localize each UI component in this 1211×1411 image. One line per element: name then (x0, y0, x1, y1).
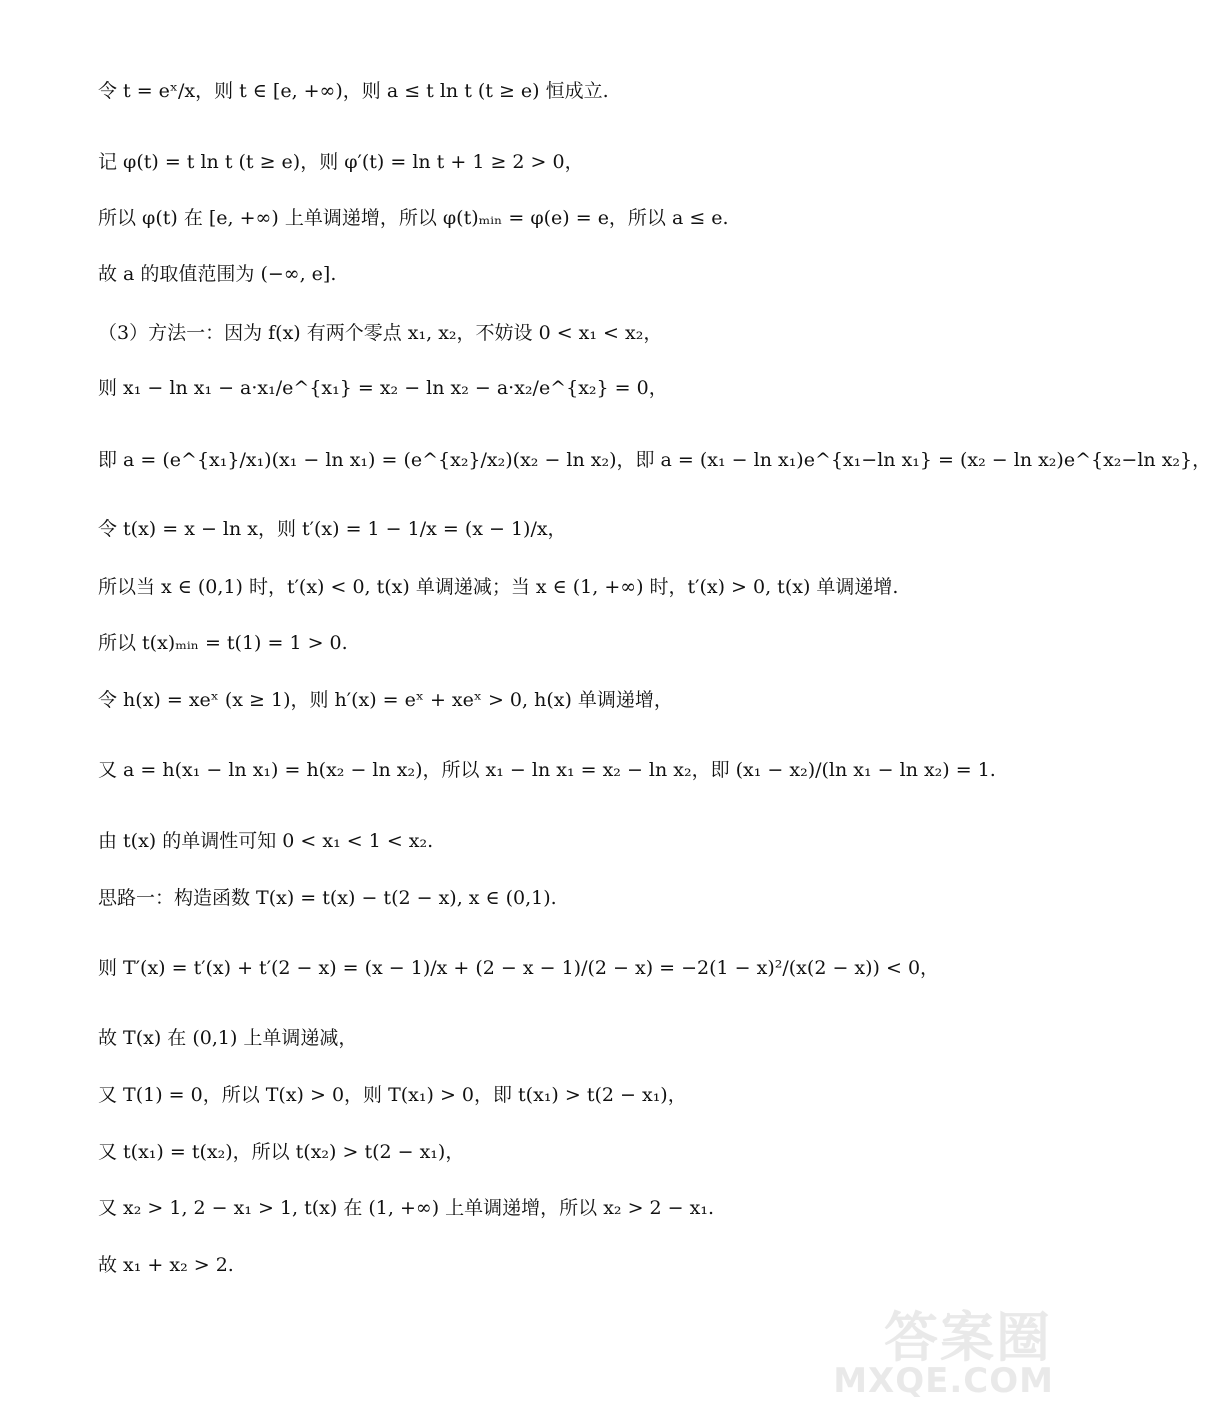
text-line-19: 又 x₂ > 1, 2 − x₁ > 1, t(x) 在 (1, +∞) 上单调递增，所以 x₂ > 2 − x₁. (98, 1197, 714, 1219)
text-line-1: 令 t = eˣ/x，则 t ∈ [e, +∞)，则 a ≤ t ln t (t ≥ e) 恒成立. (98, 80, 609, 102)
text-line-4: 故 a 的取值范围为 (−∞, e]. (98, 263, 337, 285)
text-line-8: 令 t(x) = x − ln x，则 t′(x) = 1 − 1/x = (x − 1)/x， (98, 518, 567, 540)
text-line-13: 由 t(x) 的单调性可知 0 < x₁ < 1 < x₂. (98, 830, 434, 852)
text-line-6: 则 x₁ − ln x₁ − a·x₁/e^{x₁} = x₂ − ln x₂ − a·x₂/e^{x₂} = 0， (98, 377, 668, 399)
text-line-10: 所以 t(x)ₘᵢₙ = t(1) = 1 > 0. (98, 632, 348, 654)
text-line-14: 思路一：构造函数 T(x) = t(x) − t(2 − x), x ∈ (0,1). (98, 887, 557, 909)
text-line-16: 故 T(x) 在 (0,1) 上单调递减， (98, 1027, 358, 1049)
text-line-17: 又 T(1) = 0，所以 T(x) > 0，则 T(x₁) > 0，即 t(x₁) > t(2 − x₁)， (98, 1084, 687, 1106)
text-line-3: 所以 φ(t) 在 [e, +∞) 上单调递增，所以 φ(t)ₘᵢₙ = φ(e) = e，所以 a ≤ e. (98, 207, 729, 229)
text-line-5: （3）方法一：因为 f(x) 有两个零点 x₁, x₂，不妨设 0 < x₁ < x₂， (98, 322, 663, 344)
text-line-18: 又 t(x₁) = t(x₂)，所以 t(x₂) > t(2 − x₁)， (98, 1141, 465, 1163)
text-line-12: 又 a = h(x₁ − ln x₁) = h(x₂ − ln x₂)，所以 x₁ − ln x₁ = x₂ − ln x₂，即 (x₁ − x₂)/(ln x₁ − ln x₂) = 1. (98, 759, 996, 781)
text-line-15: 则 T′(x) = t′(x) + t′(2 − x) = (x − 1)/x + (2 − x − 1)/(2 − x) = −2(1 − x)²/(x(2 − x)) < 0， (98, 957, 940, 979)
text-line-9: 所以当 x ∈ (0,1) 时，t′(x) < 0, t(x) 单调递减；当 x ∈ (1, +∞) 时，t′(x) > 0, t(x) 单调递增. (98, 576, 899, 598)
text-line-2: 记 φ(t) = t ln t (t ≥ e)，则 φ′(t) = ln t + 1 ≥ 2 > 0， (98, 151, 584, 173)
text-line-20: 故 x₁ + x₂ > 2. (98, 1254, 234, 1276)
text-line-11: 令 h(x) = xeˣ (x ≥ 1)，则 h′(x) = eˣ + xeˣ > 0, h(x) 单调递增， (98, 689, 673, 711)
watermark (833, 1295, 1062, 1405)
text-line-7: 即 a = (e^{x₁}/x₁)(x₁ − ln x₁) = (e^{x₂}/x₂)(x₂ − ln x₂)，即 a = (x₁ − ln x₁)e^{x₁−ln x₁} = (x₂ − ln x₂)e^{x₂−ln x₂}， (98, 449, 1211, 471)
watermark-logo: 答案圈 (884, 1306, 1052, 1369)
watermark-site: MXQE.COM (833, 1361, 1054, 1401)
